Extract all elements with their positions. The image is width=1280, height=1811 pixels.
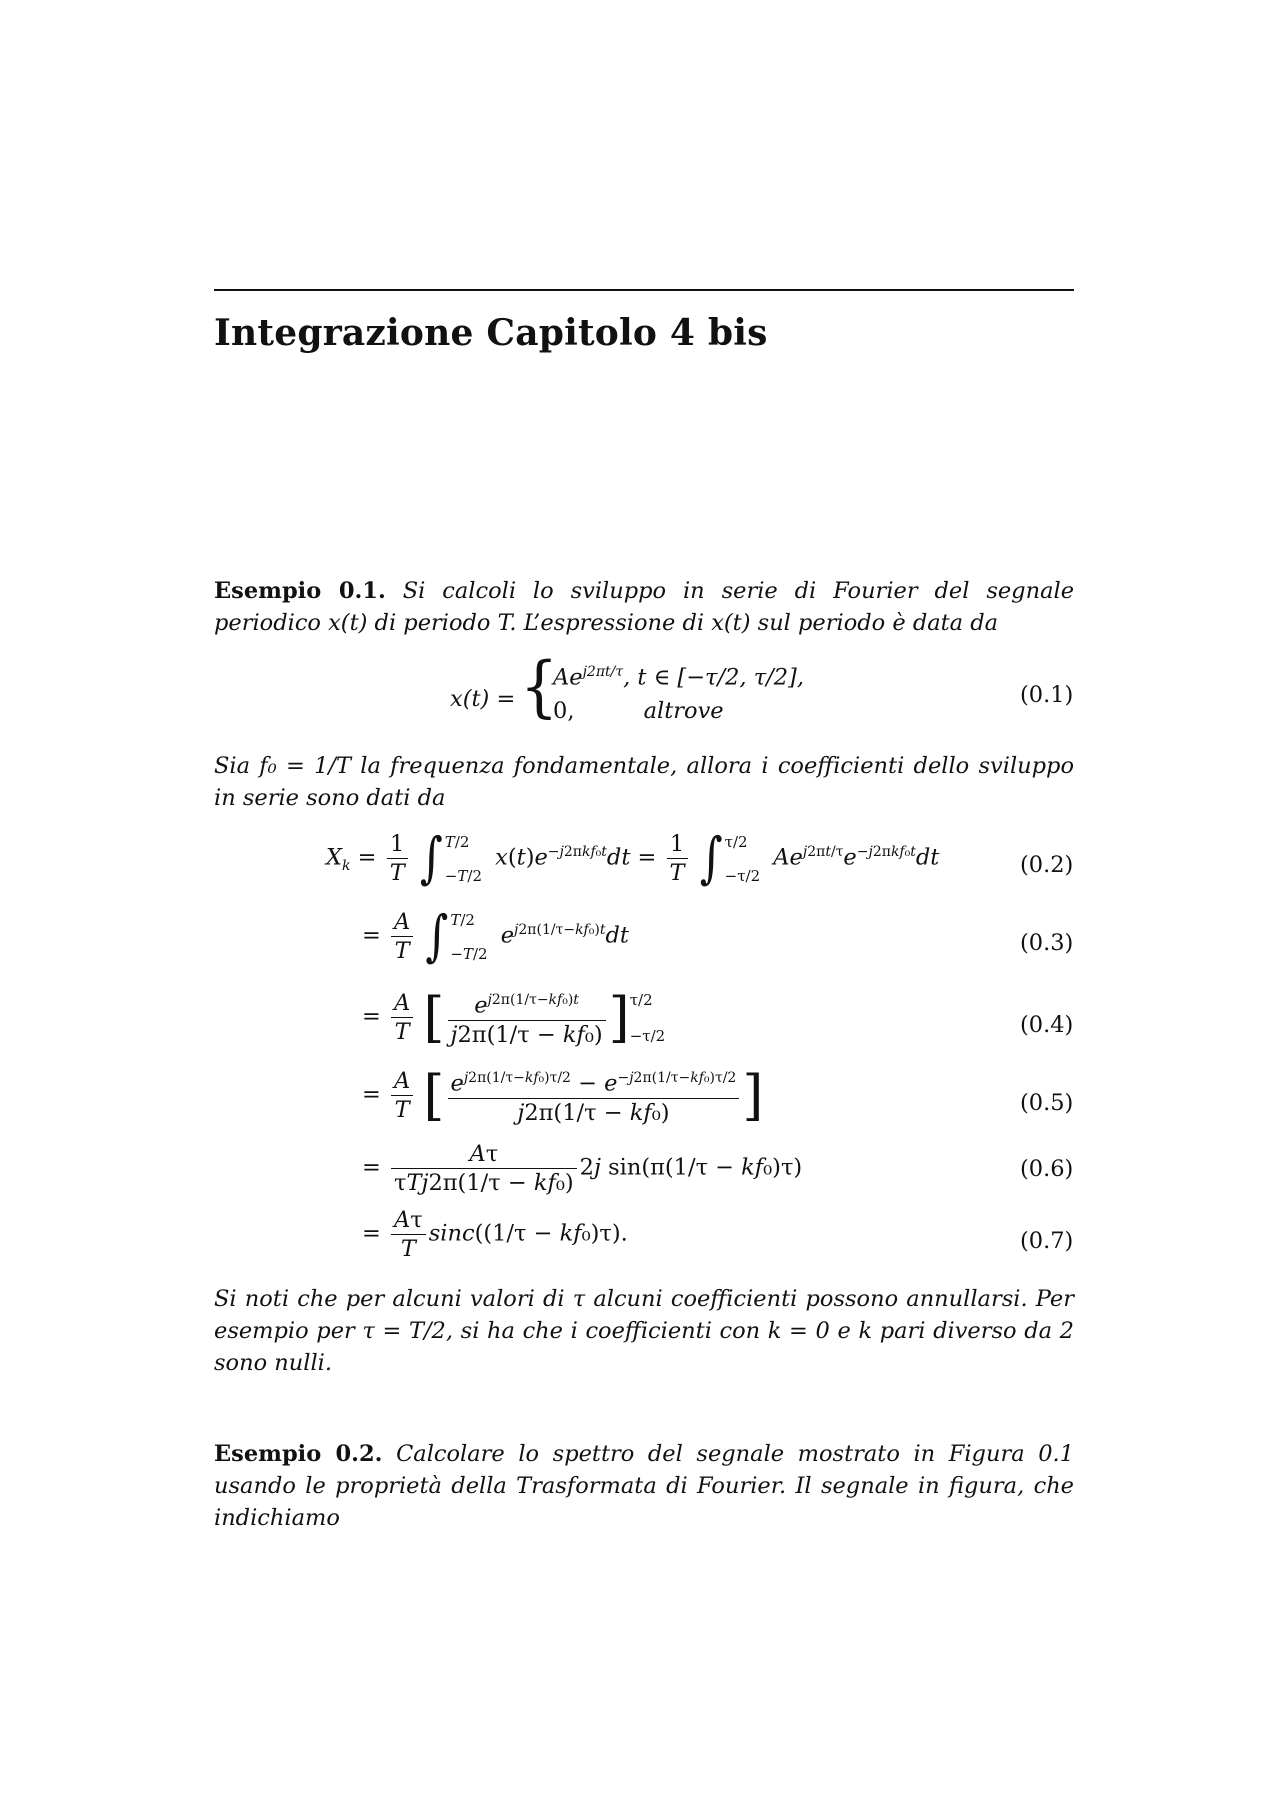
equation-0-4 (0, 982, 1280, 1064)
eq5-expression: = $\frac{A}{T}$ [ $\frac{e^{j2\pi(1/\tau-kf_0)\tau/2} - e^{-j2\pi(1/\tau-kf_0)\tau/2}}{\text{j2π(1/τ − kf₀)}}$ ] (362, 1064, 764, 1127)
example2-paragraph (214, 1438, 1074, 1534)
example2-text: Calcolare lo spettro del segnale mostrato in Figura 0.1 usando le proprietà della Trasformata di Fourier. Il segnale in figura, che indichiamo (214, 1441, 1074, 1531)
eq3-number: (0.3) (1020, 930, 1074, 956)
example1-intro-text: Si calcoli lo sviluppo in serie di Fourier del segnale periodico x(t) di periodo T. L’espressione di x(t) sul periodo è data da (214, 578, 1075, 636)
header-rule (214, 289, 1074, 291)
equation-0-6 (0, 1140, 1280, 1206)
eq4-expression: = $\frac{A}{T}$ [ $\frac{e^{j2\pi(1/\tau-kf_0)t}}{\text{j2π(1/τ − kf₀)}}$ ] τ/2 −τ/2 (362, 986, 666, 1049)
eq1-number: (0.1) (1020, 682, 1074, 708)
example2-label: Esempio 0.2. (214, 1441, 383, 1467)
example1-mid: Sia f₀ = 1/T la frequenza fondamentale, allora i coefficienti dello sviluppo in serie sono dati da (214, 753, 1074, 811)
eq1-case2: 0, (553, 698, 575, 724)
equation-0-5 (0, 1062, 1280, 1138)
example1-label: Esempio 0.1. (214, 578, 386, 604)
chapter-title: Integrazione Capitolo 4 bis (214, 312, 768, 354)
equation-0-3 (0, 906, 1280, 982)
eq6-number: (0.6) (1020, 1156, 1074, 1182)
equation-0-7 (0, 1206, 1280, 1272)
eq1-case2-cond: altrove (643, 698, 724, 724)
example1-intro (214, 575, 1074, 639)
eq1-case1-exp: j2πt/τ (582, 664, 624, 680)
eq1-brace: { (520, 648, 559, 726)
example1-outro: Si noti che per alcuni valori di τ alcuni coefficienti possono annullarsi. Per esempio per τ = T/2, si ha che i coefficienti con k = 0 e k pari diverso da 2 sono nulli. (214, 1286, 1074, 1376)
eq1-lhs: x(t) = (450, 686, 516, 712)
eq7-expression: = $\frac{A\tau}{T}$ sinc((1/τ − kf₀)τ). (362, 1207, 628, 1262)
equation-0-1 (0, 648, 1280, 750)
equation-0-2 (0, 828, 1280, 908)
eq1-case1-cond: , t ∈ [−τ/2, τ/2], (623, 664, 804, 691)
eq5-number: (0.5) (1020, 1090, 1074, 1116)
eq2-expression: $X_k$ = $\frac{1}{T}$ ∫ T/2 −T/2 $x(t)e^{-j2\pi kf_0t}dt$ = $\frac{1}{T}$ ∫ τ/2 −τ/2 $Ae^{j2\pi t/\tau}e^{-j2\pi kf_0t}dt$ (326, 826, 940, 891)
eq7-number: (0.7) (1020, 1228, 1074, 1254)
eq6-expression: = $\frac{A\tau}{\text{τTj2π(1/τ − kf₀)}}$ 2j sin(π(1/τ − kf₀)τ) (362, 1141, 803, 1196)
eq4-number: (0.4) (1020, 1012, 1074, 1038)
eq3-expression: = $\frac{A}{T}$ ∫ T/2 −T/2 $e^{j2\pi(1/\tau-kf_0)t}dt$ (362, 904, 629, 969)
eq1-case1: Ae (553, 664, 583, 691)
eq2-number: (0.2) (1020, 852, 1074, 878)
